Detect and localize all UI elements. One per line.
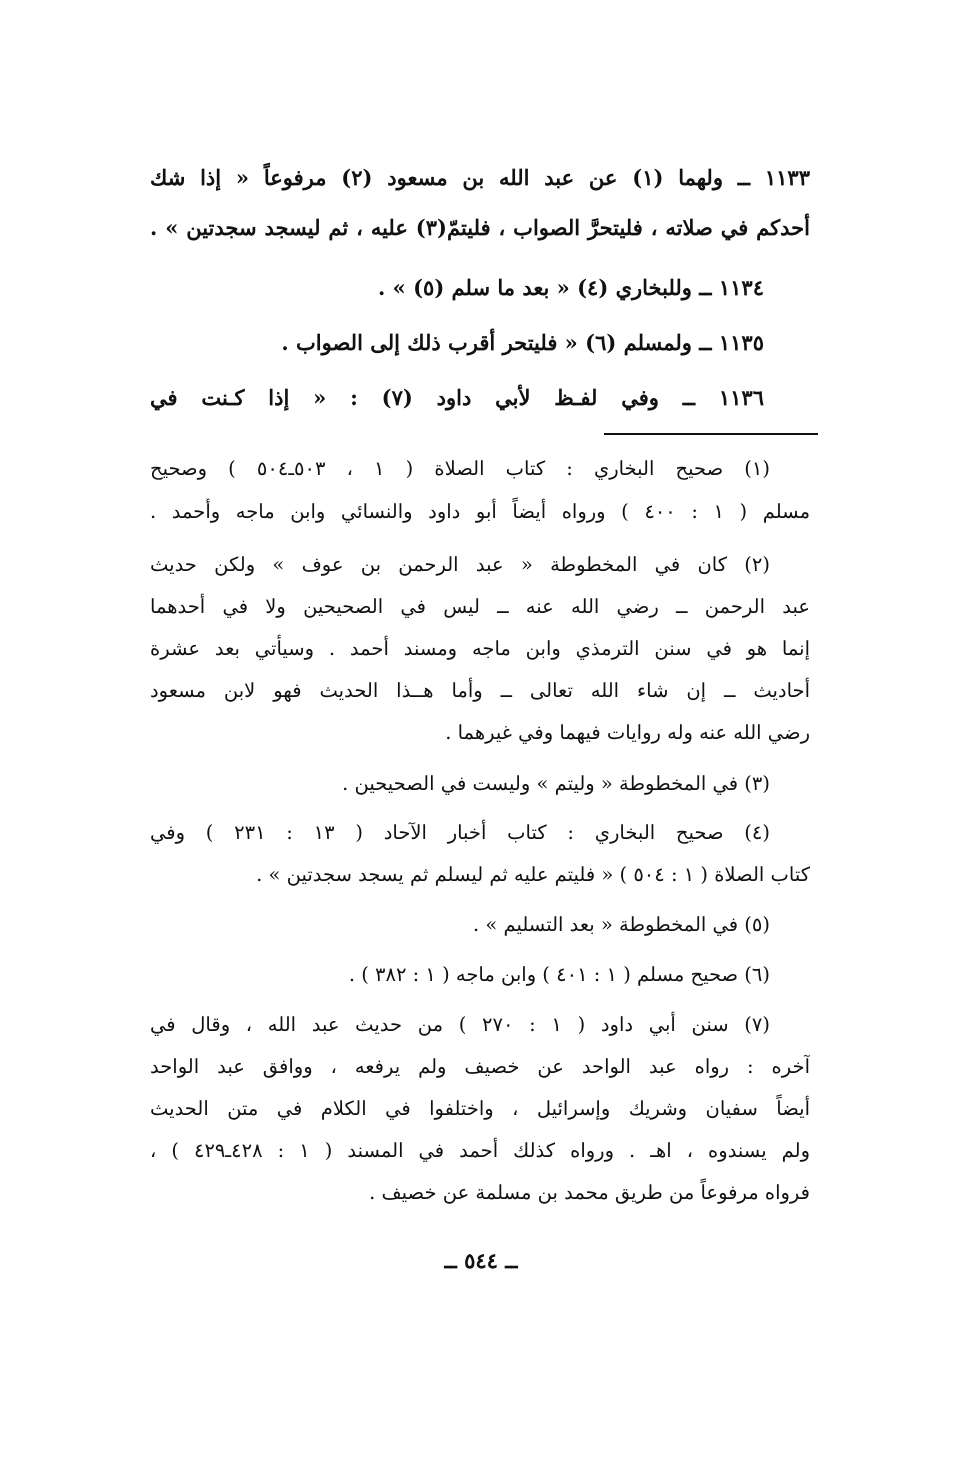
footnote-1-line-2: مسلم ( ١ : ٤٠٠ ) ورواه أيضاً أبو داود والنسائي وابن ماجه وأحمد . — [150, 500, 810, 523]
footnote-1-line-1: (١) صحيح البخاري : كتاب الصلاة ( ١ ، ٥٠٣ـ٥٠٤ ) وصحيح — [150, 457, 770, 480]
footnote-3: (٣) في المخطوطة « وليتم » وليست في الصحيحين . — [342, 772, 770, 795]
footnote-7-line-3: أيضاً سفيان وشريك وإسرائيل ، واختلفوا في الكلام في متن الحديث — [150, 1097, 810, 1120]
footnote-2-line-1: (٢) كان في المخطوطة « عبد الرحمن بن عوف » ولكن حديث — [150, 553, 770, 576]
footnote-4-line-2: كتاب الصلاة ( ١ : ٥٠٤ ) « فليتم عليه ثم ليسلم ثم يسجد سجدتين » . — [256, 863, 810, 886]
main-line-2: أحدكم في صلاته ، فليتحرَّ الصواب ، فليتمّ(٣) عليه ، ثم ليسجد سجدتين » . — [150, 215, 810, 240]
footnote-4-line-1: (٤) صحيح البخاري : كتاب أخبار الآحاد ( ١٣ : ٢٣١ ) وفي — [150, 821, 771, 844]
footnote-7-line-5: فرواه مرفوعاً من طريق محمد بن مسلمة عن خصيف . — [369, 1181, 810, 1204]
footnote-2-line-3: إنما هو في سنن الترمذي وابن ماجه ومسند أحمد . وسيأتي بعد عشرة — [150, 637, 810, 660]
main-line-4: ١١٣٥ ــ ولمسلم (٦) « فليتحر أقرب ذلك إلى الصواب . — [281, 330, 764, 355]
footnote-7-line-4: ولم يسندوه ، اهـ . ورواه كذلك أحمد في المسند ( ١ : ٤٢٨ـ٤٢٩ ) ، — [150, 1139, 810, 1162]
page-number: ــ ٥٤٤ ــ — [444, 1248, 518, 1273]
footnote-separator — [604, 433, 818, 435]
footnote-2-line-5: رضي الله عنه وله روايات فيهما وفي غيرهما . — [445, 721, 810, 744]
footnote-6: (٦) صحيح مسلم ( ١ : ٤٠١ ) وابن ماجه ( ١ : ٣٨٢ ) . — [348, 963, 770, 986]
footnote-2-line-2: عبد الرحمن ــ رضي الله عنه ــ ليس في الصحيحين ولا في أحدهما — [150, 595, 810, 618]
footnote-5: (٥) في المخطوطة « بعد التسليم » . — [472, 913, 770, 936]
footnote-7-line-2: آخره : رواه عبد الواحد عن خصيف ولم يرفعه ، ووافق عبد الواحد — [150, 1055, 810, 1078]
main-line-5: ١١٣٦ ــ وفي لفـظ لأبي داود (٧) : « إذا كـنت في — [150, 385, 764, 410]
main-line-1: ١١٣٣ ــ ولهما (١) عن عبد الله بن مسعود (٢) مرفوعاً « إذا شك — [150, 165, 810, 190]
footnote-2-line-4: أحاديث ــ إن شاء الله تعالى ــ وأما هــذا الحديث فهو لابن مسعود — [150, 679, 810, 702]
main-line-3: ١١٣٤ ــ وللبخاري (٤) « بعد ما سلم (٥) » . — [378, 275, 764, 300]
footnote-7-line-1: (٧) سنن أبي داود ( ١ : ٢٧٠ ) من حديث عبد الله ، وقال في — [150, 1013, 770, 1036]
